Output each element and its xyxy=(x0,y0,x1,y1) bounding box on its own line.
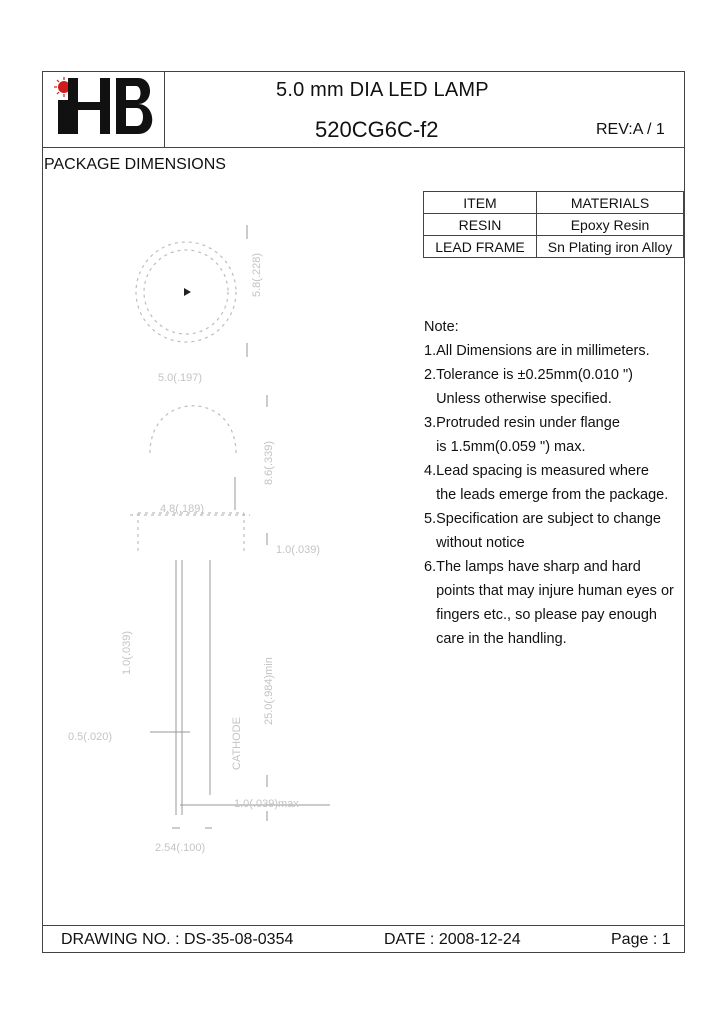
note-line: the leads emerge from the package. xyxy=(424,487,669,503)
header-divider xyxy=(42,147,685,148)
note-line: is 1.5mm(0.059 ") max. xyxy=(424,439,586,455)
dim-top-diameter: 5.8(.228) xyxy=(251,252,263,297)
table-cell: Epoxy Resin xyxy=(537,214,684,236)
table-header-item: ITEM xyxy=(424,192,537,214)
note-line: without notice xyxy=(424,535,525,551)
dim-flange-width: 5.0(.197) xyxy=(158,372,203,384)
table-cell: RESIN xyxy=(424,214,537,236)
note-line: 3.Protruded resin under flange xyxy=(424,415,620,431)
footer-divider xyxy=(42,925,685,926)
table-cell: Sn Plating iron Alloy xyxy=(537,236,684,258)
dim-lead-spacing: 2.54(.100) xyxy=(155,842,206,854)
dim-lead-standoff: 1.0(.039) xyxy=(121,630,133,675)
logo-divider xyxy=(164,71,165,147)
page-number: Page : 1 xyxy=(611,931,671,948)
table-cell: LEAD FRAME xyxy=(424,236,537,258)
dim-lead-offset: 1.0(.039)max xyxy=(234,798,299,810)
led-dimension-drawing xyxy=(60,215,360,865)
note-line: points that may injure human eyes or xyxy=(424,583,674,599)
table-header-materials: MATERIALS xyxy=(537,192,684,214)
note-line: care in the handling. xyxy=(424,631,567,647)
note-line: 6.The lamps have sharp and hard xyxy=(424,559,641,575)
dim-body-height: 8.6(.339) xyxy=(263,440,275,485)
table-header-row xyxy=(424,192,684,214)
document-title: 5.0 mm DIA LED LAMP xyxy=(276,79,489,101)
note-line: 1.All Dimensions are in millimeters. xyxy=(424,343,650,359)
dim-lead-width: 0.5(.020) xyxy=(68,731,113,743)
dim-flange-thickness: 1.0(.039) xyxy=(276,544,321,556)
table-row xyxy=(424,236,684,258)
dim-cathode-mark: CATHODE xyxy=(231,717,243,770)
company-logo xyxy=(46,74,162,144)
logo-text: HB xyxy=(46,74,48,75)
dim-lead-length: 25.0(.984)min xyxy=(263,657,275,725)
drawing-number: DRAWING NO. : DS-35-08-0354 xyxy=(61,931,294,948)
note-line: 2.Tolerance is ±0.25mm(0.010 ") xyxy=(424,367,633,383)
revision: REV:A / 1 xyxy=(596,121,665,138)
note-line: 4.Lead spacing is measured where xyxy=(424,463,649,479)
table-row xyxy=(424,214,684,236)
materials-table xyxy=(423,191,684,258)
part-number: 520CG6C-f2 xyxy=(315,117,439,142)
dim-lens-width: 4.8(.189) xyxy=(160,503,205,515)
drawing-date: DATE : 2008-12-24 xyxy=(384,931,521,948)
notes-heading: Note: xyxy=(424,319,459,335)
section-title: PACKAGE DIMENSIONS xyxy=(44,156,226,173)
note-line: 5.Specification are subject to change xyxy=(424,511,661,527)
note-line: fingers etc., so please pay enough xyxy=(424,607,657,623)
notes-block xyxy=(424,315,674,651)
note-line: Unless otherwise specified. xyxy=(424,391,612,407)
